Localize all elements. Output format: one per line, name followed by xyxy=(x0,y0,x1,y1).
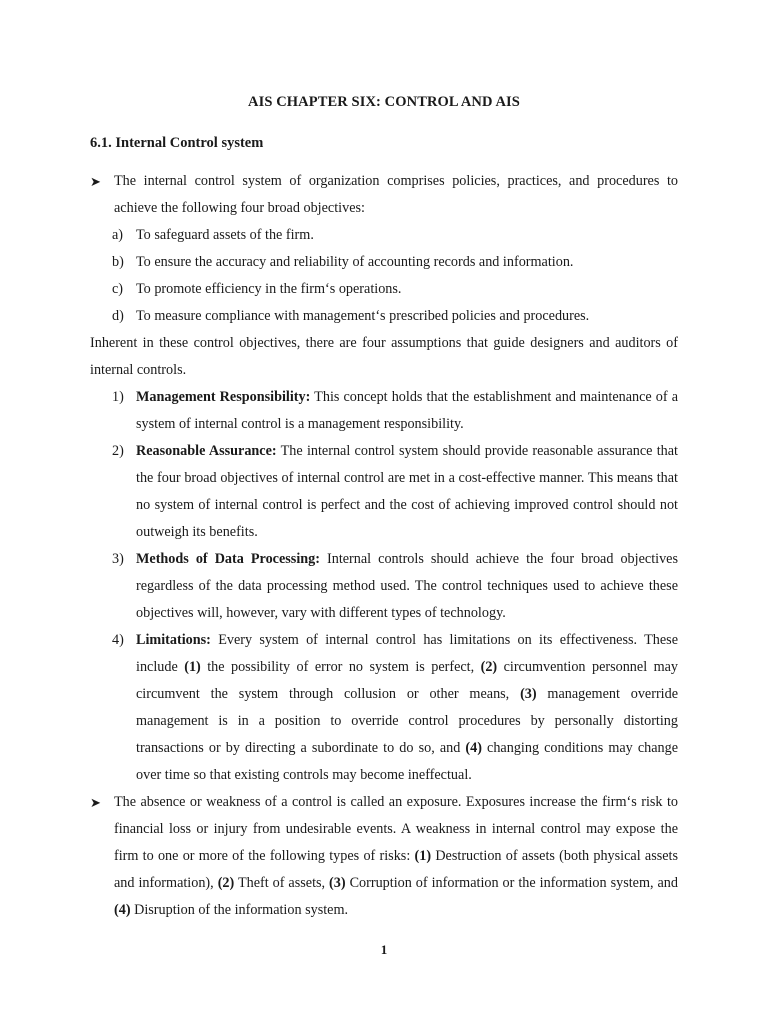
risk-number: (1) xyxy=(414,848,432,864)
document-body xyxy=(90,168,678,924)
risk-text: Corruption of information or the information system, and xyxy=(345,875,678,891)
limitations-text: Every system of internal control has limitations on its effectiveness. These include xyxy=(136,632,678,675)
arrow-bullet-icon: ➤ xyxy=(90,174,101,189)
assumption-item xyxy=(112,627,678,789)
objective-item xyxy=(112,249,678,276)
bullet-text: The internal control system of organization comprises policies, practices, and procedures to achieve the following four broad objectives: xyxy=(114,173,678,216)
assumption-text xyxy=(136,546,678,627)
bullet-item xyxy=(90,789,678,924)
assumption-label: 2) xyxy=(112,443,124,459)
limitations-text: circumvention personnel may circumvent the system through collusion or other means, xyxy=(136,659,679,702)
assumption-term: Reasonable Assurance: xyxy=(136,443,277,459)
assumption-label: 3) xyxy=(112,551,124,567)
arrow-bullet-icon: ➤ xyxy=(90,795,101,810)
page-number: 1 xyxy=(380,942,388,957)
objective-label: d) xyxy=(112,308,124,324)
assumption-term: Management Responsibility: xyxy=(136,389,311,405)
risk-number: (3) xyxy=(329,875,346,891)
risk-text: The absence or weakness of a control is called an exposure. Exposures increase the firm‘s risk to financial loss or injury from undesirable events. A weakness in internal control may expose the firm to one or more of the following types of risks: xyxy=(114,794,678,864)
assumption-description: This concept holds that the establishment and maintenance of a system of internal control is a management responsibility. xyxy=(136,389,678,432)
assumption-text xyxy=(136,384,678,438)
risk-text: Theft of assets, xyxy=(234,875,330,891)
risk-number: (2) xyxy=(217,875,235,891)
limitations-text: changing conditions may change over time so that existing controls may become ineffectual. xyxy=(136,740,679,783)
objective-label: c) xyxy=(112,281,124,297)
assumption-description: The internal control system should provide reasonable assurance that the four broad objectives of internal control are met in a cost-effective manner. This means that no system of internal control is perfect and the cost of achieving improved control should not outweigh its benefits. xyxy=(136,443,678,540)
section-heading: 6.1. Internal Control system xyxy=(90,135,264,151)
assumption-label: 1) xyxy=(112,389,124,405)
limitation-number: (4) xyxy=(465,740,482,756)
assumptions-intro: Inherent in these control objectives, there are four assumptions that guide designers and auditors of internal controls. xyxy=(90,335,678,378)
objective-item xyxy=(112,276,678,303)
risk-text: Disruption of the information system. xyxy=(130,902,349,918)
limitation-number: (3) xyxy=(520,686,537,702)
objective-label: b) xyxy=(112,254,124,270)
chapter-title: AIS CHAPTER SIX: CONTROL AND AIS xyxy=(248,94,520,110)
assumption-term: Methods of Data Processing: xyxy=(136,551,320,567)
assumption-text xyxy=(136,438,678,546)
objective-text: To promote efficiency in the firm‘s operations. xyxy=(136,281,402,297)
objective-text: To safeguard assets of the firm. xyxy=(136,227,314,243)
objective-text: To ensure the accuracy and reliability of accounting records and information. xyxy=(136,254,574,270)
assumption-text xyxy=(136,627,678,789)
risk-number: (4) xyxy=(114,902,131,918)
objective-label: a) xyxy=(112,227,124,243)
objective-item xyxy=(112,303,678,330)
limitations-text: the possibility of error no system is perfect, xyxy=(200,659,481,675)
objective-text: To measure compliance with management‘s prescribed policies and procedures. xyxy=(136,308,590,324)
assumption-item xyxy=(112,438,678,546)
assumption-term: Limitations: xyxy=(136,632,211,648)
risk-text: Destruction of assets (both physical assets and information), xyxy=(114,848,679,891)
assumption-description: Internal controls should achieve the four broad objectives regardless of the data processing method used. The control techniques used to achieve these objectives will, however, vary with different types of technology. xyxy=(136,551,678,621)
bullet-text xyxy=(114,789,678,924)
assumption-item xyxy=(112,384,678,438)
limitations-text: management override management is in a position to override control procedures by personally distorting transactions or by directing a subordinate to do so, and xyxy=(136,686,679,756)
limitation-number: (1) xyxy=(184,659,201,675)
objective-item xyxy=(112,222,678,249)
assumption-label: 4) xyxy=(112,632,124,648)
assumption-item xyxy=(112,546,678,627)
limitation-number: (2) xyxy=(480,659,498,675)
bullet-item xyxy=(90,168,678,222)
